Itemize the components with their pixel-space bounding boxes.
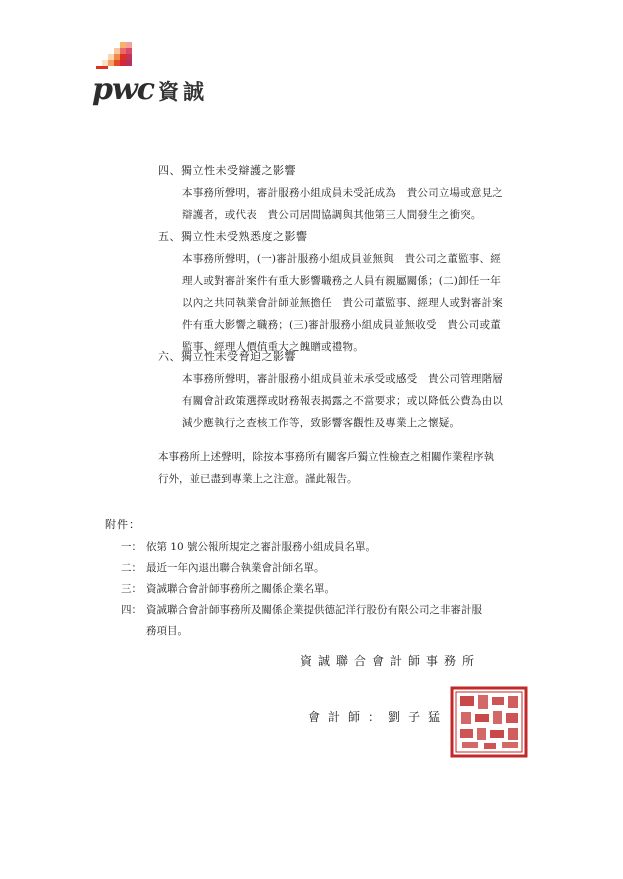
text-line: 件有重大影響之職務；(三)審計服務小組成員並無收受 貴公司或董: [182, 319, 501, 331]
attachment-number: 一：: [121, 541, 142, 553]
attachments-title: 附件：: [105, 518, 141, 531]
text-line: 本事務所聲明，審計服務小組成員並未承受或感受 貴公司管理階層: [182, 373, 503, 385]
text-line: 減少應執行之查核工作等，致影響客觀性及專業上之懷疑。: [182, 417, 461, 429]
section-4-heading: 四、獨立性未受辯護之影響: [158, 164, 296, 177]
text-line: 行外，並已盡到專業上之注意。謹此報告。: [158, 473, 358, 485]
text-line: 理人或對審計案件有重大影響職務之人員有親屬關係；(二)卸任一年: [182, 275, 501, 287]
text-line: 本事務所聲明，(一)審計服務小組成員並無與 貴公司之董監事、經: [182, 253, 501, 265]
attachment-text: 最近一年內退出聯合執業會計師名單。: [146, 562, 325, 574]
section-6-body: [182, 368, 582, 434]
pwc-logo: [90, 42, 230, 107]
section-5-body: [182, 248, 582, 358]
section-4-body: [182, 182, 582, 226]
attachment-text: 資誠聯合會計師事務所及關係企業提供德記洋行股份有限公司之非審計服: [146, 604, 482, 616]
attachment-number: 三：: [121, 583, 142, 595]
text-line: 本事務所聲明，審計服務小組成員未受託成為 貴公司立場或意見之: [182, 187, 503, 199]
logo-wordmark: pwc: [92, 72, 155, 107]
text-line: 監事、經理人價值重大之餽贈或禮物。: [182, 341, 364, 353]
logo-firm-name: 資誠: [158, 80, 208, 104]
section-6-heading: 六、獨立性未受脅迫之影響: [158, 350, 296, 363]
closing-statement: [158, 446, 578, 490]
text-line: 有關會計政策選擇或財務報表揭露之不當要求；或以降低公費為由以: [182, 395, 503, 407]
firm-signature: 資誠聯合會計師事務所: [300, 654, 481, 668]
text-line: 以內之共同執業會計師並無擔任 貴公司董監事、經理人或對審計案: [182, 297, 503, 309]
accountant-signature: 會計師：劉子猛: [308, 710, 449, 724]
logo-tiles-graphic: [90, 42, 140, 72]
red-seal-stamp: [450, 686, 528, 758]
attachment-number: 四：: [121, 604, 142, 616]
attachment-text: 依第 10 號公報所規定之審計服務小組成員名單。: [146, 541, 377, 553]
text-line: 本事務所上述聲明，除按本事務所有關客戶獨立性檢查之相關作業程序執: [158, 451, 494, 463]
section-5-heading: 五、獨立性未受熟悉度之影響: [158, 230, 308, 243]
text-line: 辯護者，或代表 貴公司居間協調與其他第三人間發生之衝突。: [182, 209, 482, 221]
attachment-number: 二：: [121, 562, 142, 574]
attachment-text: 務項目。: [146, 625, 188, 637]
attachment-text: 資誠聯合會計師事務所之關係企業名單。: [146, 583, 335, 595]
